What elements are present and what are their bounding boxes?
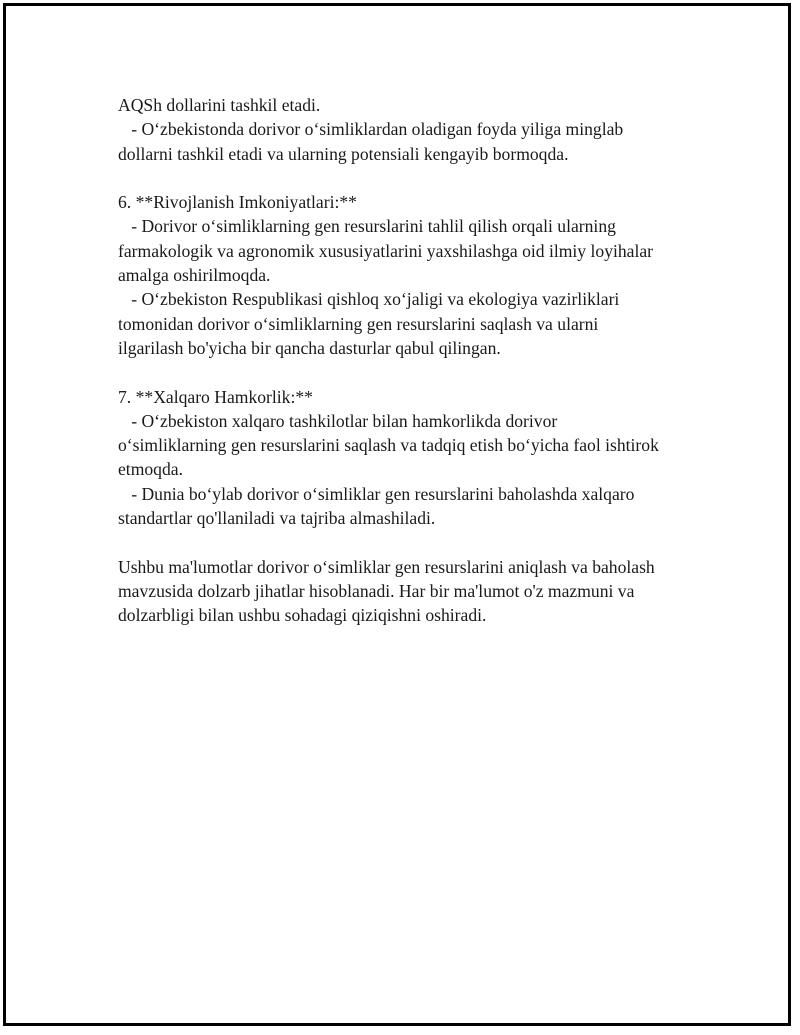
text-line: dolzarbligi bilan ushbu sohadagi qiziqishni oshiradi. <box>118 605 487 626</box>
paragraph-gap <box>118 530 698 554</box>
section-heading: 7. **Xalqaro Hamkorlik:** <box>118 386 313 407</box>
text-line: o‘simliklarning gen resurslarini saqlash va tadqiq etish bo‘yicha faol ishtirok <box>118 435 659 456</box>
text-line: etmoqda. <box>118 459 183 480</box>
paragraph-gap <box>118 166 698 190</box>
text-line: dollarni tashkil etadi va ularning potensiali kengayib bormoqda. <box>118 143 569 164</box>
text-line: mavzusida dolzarb jihatlar hisoblanadi. Har bir ma'lumot o'z mazmuni va <box>118 580 635 601</box>
text-line: - Dunia bo‘ylab dorivor o‘simliklar gen resurslarini baholashda xalqaro <box>118 483 635 504</box>
text-line: standartlar qo'llaniladi va tajriba almashiladi. <box>118 508 436 529</box>
section-heading: 6. **Rivojlanish Imkoniyatlari:** <box>118 192 357 213</box>
text-line: farmakologik va agronomik xususiyatlarini yaxshilashga oid ilmiy loyihalar <box>118 240 654 261</box>
text-line: amalga oshirilmoqda. <box>118 265 271 286</box>
text-line: - Dorivor o‘simliklarning gen resurslarini tahlil qilish orqali ularning <box>118 216 616 237</box>
text-line: - O‘zbekiston xalqaro tashkilotlar bilan hamkorlikda dorivor <box>118 410 558 431</box>
text-line: tomonidan dorivor o‘simliklarning gen resurslarini saqlash va ularni <box>118 313 599 334</box>
text-line: - O‘zbekiston Respublikasi qishloq xo‘jaligi va ekologiya vazirliklari <box>118 289 620 310</box>
text-line: - O‘zbekistonda dorivor o‘simliklardan oladigan foyda yiliga minglab <box>118 119 624 140</box>
text-line: AQSh dollarini tashkil etadi. <box>118 95 321 115</box>
paragraph-gap <box>118 360 698 384</box>
text-line: Ushbu ma'lumotlar dorivor o‘simliklar gen resurslarini aniqlash va baholash <box>118 556 655 577</box>
document-body <box>118 93 698 628</box>
text-line: ilgarilash bo'yicha bir qancha dasturlar qabul qilingan. <box>118 337 501 358</box>
